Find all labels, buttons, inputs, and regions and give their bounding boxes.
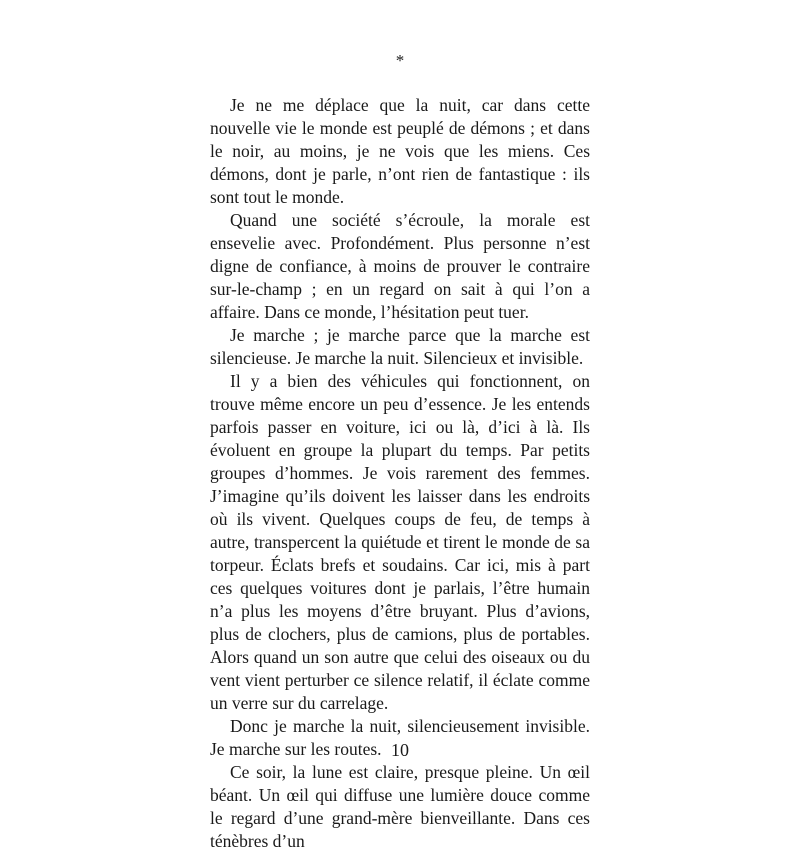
paragraph: Ce soir, la lune est claire, presque pleine. Un œil béant. Un œil qui diffuse une lumière douce comme le regard d’une grand-mère bienveillante. Dans ces ténèbres d’un — [210, 762, 590, 851]
paragraph: Je ne me déplace que la nuit, car dans cette nouvelle vie le monde est peuplé de démons ; et dans le noir, au moins, je ne vois que les miens. Ces démons, dont je parle, n’ont rien de fantastique : ils sont tout le monde. — [210, 95, 590, 207]
paragraph: Quand une société s’écroule, la morale est ensevelie avec. Profondément. Plus personne n’est digne de confiance, à moins de prouver le contraire sur-le-champ ; en un regard on sait à qui l’on a affaire. Dans ce monde, l’hésitation peut tuer. — [210, 210, 590, 322]
paragraph: Donc je marche la nuit, silencieusement invisible. Je marche sur les routes. — [210, 716, 590, 759]
paragraph: Il y a bien des véhicules qui fonctionnent, on trouve même encore un peu d’essence. Je les entends parfois passer en voiture, ici ou là, d’ici à là. Ils évoluent en groupe la plupart du temps. Par petits groupes d’hommes. Je vois rarement des femmes. J’imagine qu’ils doivent les laisser dans les endroits où ils vivent. Quelques coups de feu, de temps à autre, transpercent la quiétude et tirent le monde de sa torpeur. Éclats brefs et soudains. Car ici, mis à part ces quelques voitures dont je parlais, l’être humain n’a plus les moyens d’être bruyant. Plus d’avions, plus de clochers, plus de camions, plus de portables. Alors quand un son autre que celui des oiseaux ou du vent vient perturber ce silence relatif, il éclate comme un verre sur du carrelage. — [210, 371, 590, 713]
page-number: 10 — [391, 740, 409, 760]
paragraph: Je marche ; je marche parce que la marche est silencieuse. Je marche la nuit. Silencieux et invisible. — [210, 325, 590, 368]
section-break-asterisk: * — [395, 51, 405, 70]
